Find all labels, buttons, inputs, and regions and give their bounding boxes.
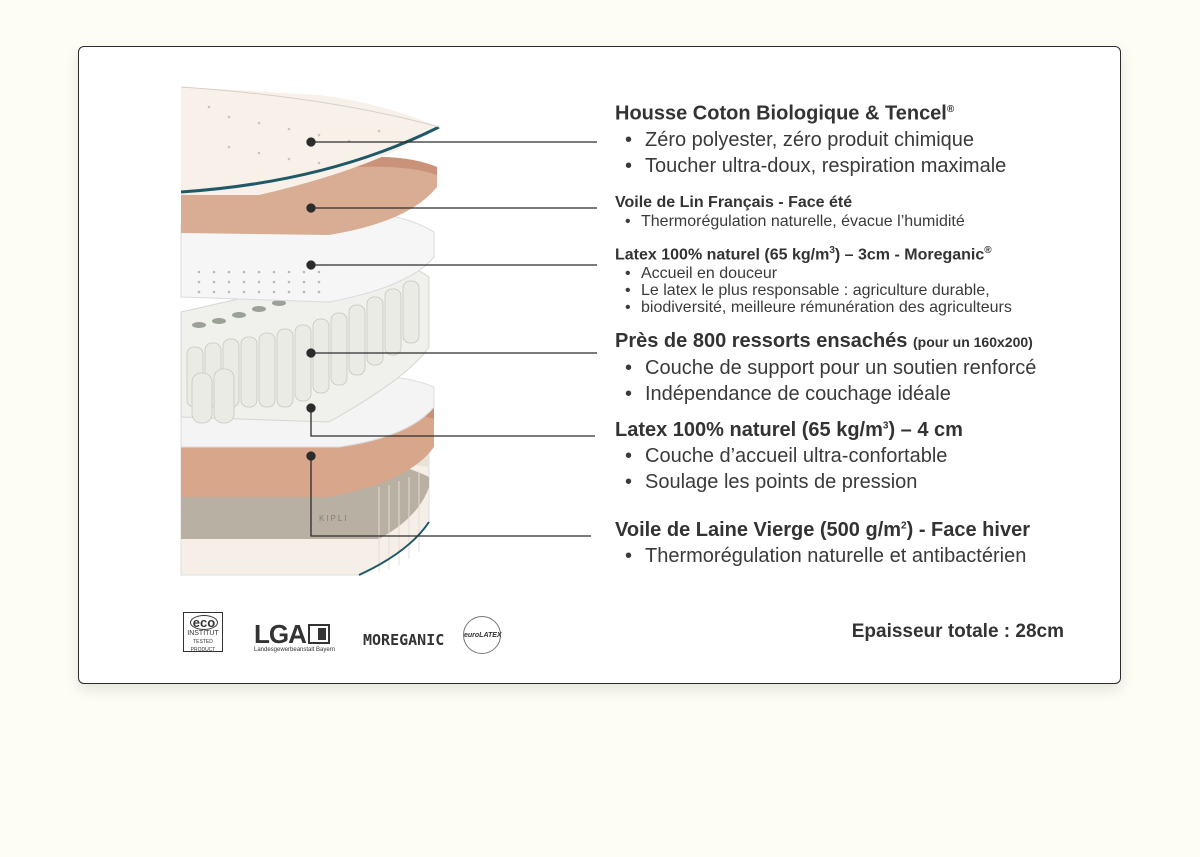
layer-title: Latex 100% naturel (65 $kg/m^3) - 3cm$ - Moreganic® (615, 245, 992, 264)
layer-wool (615, 517, 1095, 569)
layer-bullet: • Thermorégulation naturelle, évacue l’humidité (615, 213, 1095, 230)
layer-bullet: • Zéro polyester, zéro produit chimique (615, 127, 1095, 153)
layer-bullet: • Le latex le plus responsable : agriculture durable, (615, 282, 1095, 299)
layer-title: Voile de Lin Français - Face été (615, 194, 853, 211)
layer-bullet: • Thermorégulation naturelle et antibactérien (615, 543, 1095, 569)
layer-linen (615, 193, 1095, 230)
layer-bullet: • Toucher ultra-doux, respiration maximale (615, 153, 1095, 179)
layer-latex-4cm (615, 417, 1095, 495)
layer-bullet-continuation: • biodiversité, meilleure rémunération des agriculteurs (615, 299, 1095, 316)
layer-bullet: • Accueil en douceur (615, 265, 1095, 282)
layer-bullet: • Couche d’accueil ultra-confortable (615, 443, 1095, 469)
kipli-brand-mark: KIPLI (319, 514, 349, 523)
lga-logo: LGA Landesgewerbeanstalt Bayern (254, 619, 336, 653)
layer-bullet: • Soulage les points de pression (615, 469, 1095, 495)
layer-springs (615, 328, 1095, 407)
total-thickness: Epaisseur totale : 28cm (851, 621, 1064, 642)
layer-latex-3cm (615, 241, 1095, 316)
layer-bullet: • Couche de support pour un soutien renforcé (615, 355, 1095, 381)
layer-bullet: • Indépendance de couchage idéale (615, 381, 1095, 407)
layer-cover (615, 97, 1095, 179)
layer-title: Près de 800 ressorts ensachés (pour un 160x200) (615, 330, 1033, 352)
layer-title: Latex 100% naturel (65 $kg/m^3) - 4$ cm (615, 419, 963, 441)
eco-institut-logo: eco INSTITUT TESTED PRODUCT (183, 612, 223, 652)
layer-title: Voile de Laine Vierge (500 $g/m^2$) - Face hiver (615, 519, 1030, 541)
product-card (78, 46, 1121, 684)
moreganic-logo: MOREGANIC (363, 631, 445, 649)
layer-title: Housse Coton Biologique & Tencel® (615, 102, 955, 125)
eurolatex-logo: euroLATEX (463, 616, 501, 654)
